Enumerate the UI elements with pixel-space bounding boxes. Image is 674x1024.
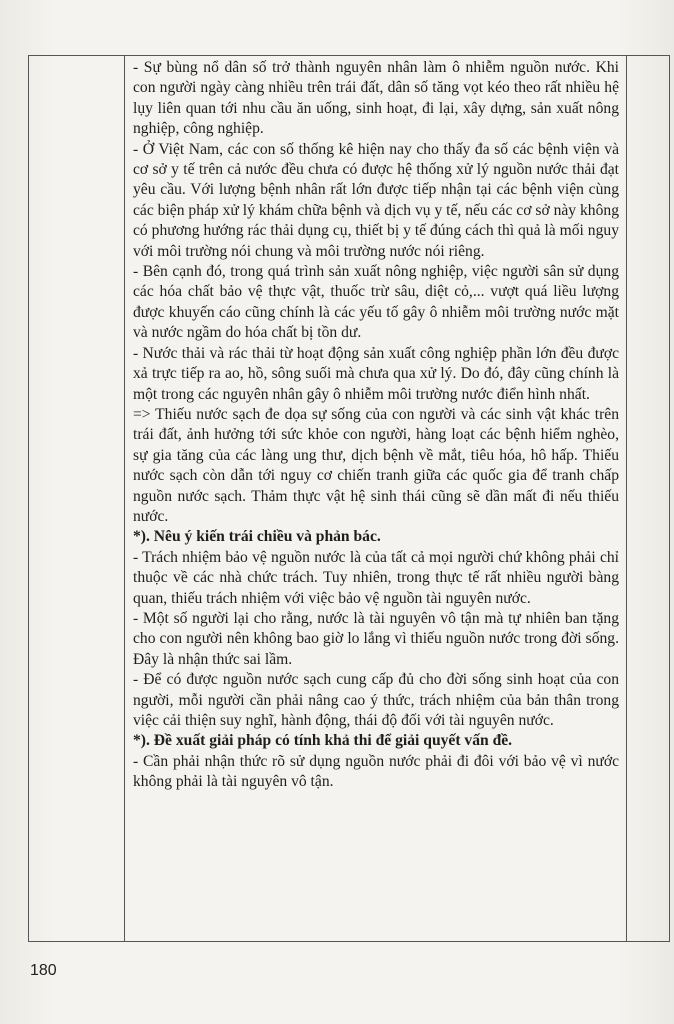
table-column-divider-left [124,56,125,941]
heading-counter-opinion: *). Nêu ý kiến trái chiều và phản bác. [133,528,381,546]
paragraph-solution-1: - Cần phải nhận thức rõ sử dụng nguồn nước phải đi đôi với bảo vệ vì nước không phải là tài nguyên vô tận. [133,752,619,791]
table-column-divider-right [626,56,627,941]
heading-solutions: *). Đề xuất giải pháp có tính khả thi để giải quyết vấn đề. [133,732,513,750]
paragraph-misconception: - Một số người lại cho rằng, nước là tài nguyên vô tận mà tự nhiên ban tặng cho con người nên không bao giờ lo lắng vì thiếu nguồn nước trong đời sống. Đây là nhận thức sai lầm. [133,609,619,668]
paragraph-industry: - Nước thải và rác thải từ hoạt động sản xuất công nghiệp phần lớn đều được xả trực tiếp ra ao, hồ, sông suối mà chưa qua xử lý. Do đó, đây cũng chính là một trong các nguyên nhân gây ô nhiễm môi trường nước điển hình nhất. [133,344,619,403]
page-number: 180 [30,962,57,979]
paragraph-awareness: - Để có được nguồn nước sạch cung cấp đủ cho đời sống sinh hoạt của con người, mỗi người cần phải nâng cao ý thức, trách nhiệm của bản thân trong việc cải thiện suy nghĩ, hành động, thái độ đối với tài nguyên nước. [133,671,619,729]
paragraph-agriculture: - Bên cạnh đó, trong quá trình sản xuất nông nghiệp, việc người sân sử dụng các hóa chất bảo vệ thực vật, thuốc trừ sâu, diệt cỏ,... vượt quá liều lượng được khuyến cáo cũng chính là các yếu tố gây ô nhiễm môi trường nước mặt và nước ngầm do hóa chất bị tồn dư. [133,263,619,342]
paragraph-consequence: => Thiếu nước sạch đe dọa sự sống của con người và các sinh vật khác trên trái đất, ảnh hưởng tới sức khỏe con người, hàng loạt các bệnh hiểm nghèo, sự gia tăng của các làng ung thư, dịch bệnh về mắt, tiêu hóa, hô hấp. Thiếu nước sạch còn dẫn tới nguy cơ chiến tranh giữa các quốc gia để tranh chấp nguồn nước sạch. Thảm thực vật hệ sinh thái cũng sẽ dần mất đi nếu thiếu nước. [133,405,619,525]
answer-content-cell [133,58,619,793]
paragraph-population: - Sự bùng nổ dân số trở thành nguyên nhân làm ô nhiễm nguồn nước. Khi con người ngày càng nhiều trên trái đất, dân số tăng vọt kéo theo rất nhiều hệ lụy liên quan tới nhu cầu ăn uống, sinh hoạt, đi lại, xây dựng, sản xuất nông nghiệp, công nghiệp. [133,59,619,138]
paragraph-hospitals: - Ở Việt Nam, các con số thống kê hiện nay cho thấy đa số các bệnh viện và cơ sở y tế trên cả nước đều chưa có được hệ thống xử lý nguồn nước thải đạt yêu cầu. Với lượng bệnh nhân rất lớn được tiếp nhận tại các bệnh viện cùng các biện pháp xử lý khám chữa bệnh và dịch vụ y tế, nếu các cơ sở này không có phương hướng rác thải dụng cụ, thiết bị y tế đúng cách thì quả là mối nguy với môi trường nói chung và môi trường nước nói riêng. [133,140,619,260]
paragraph-responsibility: - Trách nhiệm bảo vệ nguồn nước là của tất cả mọi người chứ không phải chỉ thuộc về các nhà chức trách. Tuy nhiên, trong thực tế rất nhiều người bàng quan, thiếu trách nhiệm với việc bảo vệ nguồn tài nguyên nước. [133,548,619,607]
